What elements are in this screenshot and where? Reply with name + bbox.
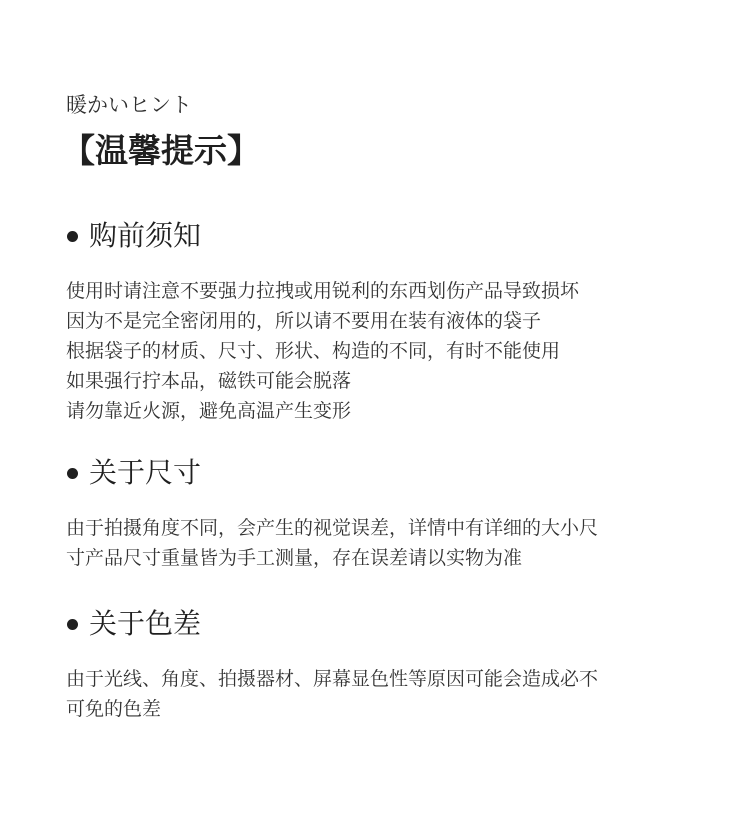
section-title: 关于色差	[89, 607, 202, 640]
section-before-purchase	[66, 218, 706, 426]
body-line: 由于光线、角度、拍摄器材、屏幕显色性等原因可能会造成必不	[66, 668, 599, 690]
body-line: 根据袋子的材质、尺寸、形状、构造的不同，有时不能使用	[66, 340, 561, 362]
bullet-icon	[67, 231, 78, 242]
section-header	[66, 218, 706, 254]
section-body	[66, 513, 706, 573]
section-title: 关于尺寸	[89, 456, 202, 489]
section-body	[66, 664, 706, 724]
section-body	[66, 276, 706, 426]
section-title: 购前须知	[89, 219, 202, 252]
section-about-size	[66, 455, 706, 573]
body-line: 因为不是完全密闭用的，所以请不要用在装有液体的袋子	[66, 310, 542, 332]
section-header	[66, 606, 706, 642]
section-about-color	[66, 606, 706, 724]
page-title: 【温馨提示】	[62, 131, 260, 170]
section-header	[66, 455, 706, 491]
bullet-icon	[67, 468, 78, 479]
body-line: 使用时请注意不要强力拉拽或用锐利的东西划伤产品导致损坏	[66, 280, 580, 302]
body-line: 由于拍摄角度不同，会产生的视觉误差，详情中有详细的大小尺	[66, 517, 599, 539]
body-line: 请勿靠近火源，避免高温产生变形	[66, 400, 352, 422]
bullet-icon	[67, 619, 78, 630]
body-line: 如果强行拧本品，磁铁可能会脱落	[66, 370, 352, 392]
page-subtitle: 暖かいヒント	[66, 93, 192, 117]
body-line: 寸产品尺寸重量皆为手工测量，存在误差请以实物为准	[66, 547, 523, 569]
body-line: 可免的色差	[66, 698, 162, 720]
